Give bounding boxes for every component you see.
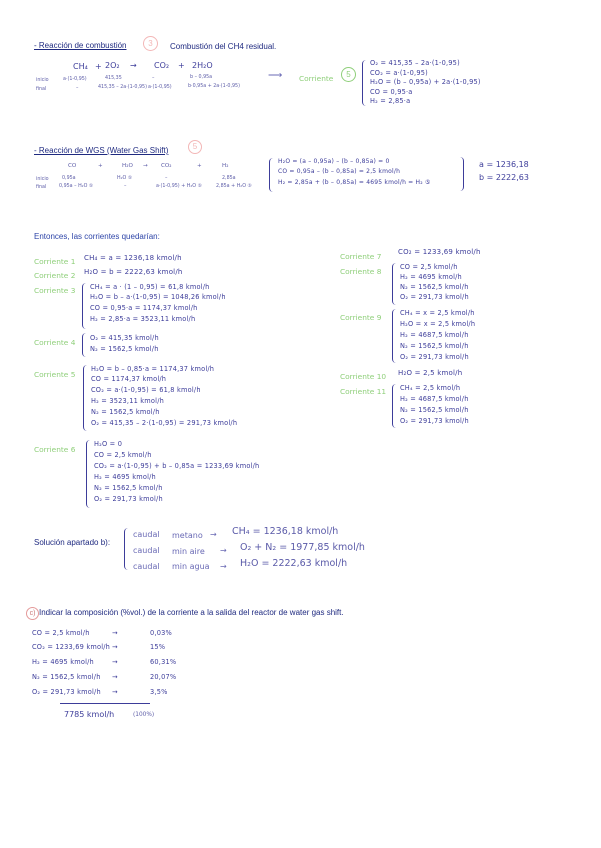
composition-arrow: → <box>112 658 118 666</box>
stream-6-value: CO₂ = a·(1-0,95) + b – 0,85a = 1233,69 kmol/h <box>94 462 260 470</box>
stream-4-label: Corriente 4 <box>34 338 76 347</box>
cell: 0,95a – H₂O ⑤ <box>59 184 94 189</box>
brace <box>82 283 86 329</box>
stream-3-value: CO = 0,95·a = 1174,37 kmol/h <box>90 304 198 312</box>
stream-11-value: CH₄ = 2,5 kmol/h <box>400 384 461 392</box>
stream-2-value: H₂O = b = 2222,63 kmol/h <box>84 268 183 276</box>
stream-3-value: H₂ = 2,85·a = 3523,11 kmol/h <box>90 315 196 323</box>
solution-b-title: Solución apartado b): <box>34 538 111 547</box>
solution-row-qty: caudal <box>133 562 160 571</box>
stream-6-value: N₂ = 1562,5 kmol/h <box>94 484 163 492</box>
stream-10-label: Corriente 10 <box>340 372 387 381</box>
brace <box>392 384 396 428</box>
eq-h2: H₂ <box>222 163 229 169</box>
combustion-subtitle: Combustión del CH4 residual. <box>170 42 277 51</box>
system-line: H₂O = (a – 0,95a) – (b – 0,85a) = 0 <box>278 158 390 165</box>
cell: a·(1-0,95) <box>148 85 172 90</box>
result-arrow: ⟶ <box>268 70 283 81</box>
solution-row-result: CH₄ = 1236,18 kmol/h <box>232 526 339 537</box>
stream-10-value: H₂O = 2,5 kmol/h <box>398 369 463 377</box>
stream-1-value: CH₄ = a = 1236,18 kmol/h <box>84 254 182 262</box>
composition-arrow: → <box>112 643 118 651</box>
composition-arrow: → <box>112 688 118 696</box>
eq-plus: + <box>197 163 202 169</box>
stream-9-value: O₂ = 291,73 kmol/h <box>400 353 469 361</box>
composition-species: CO = 2,5 kmol/h <box>32 629 90 637</box>
stream-7-value: CO₂ = 1233,69 kmol/h <box>398 248 481 256</box>
brace <box>86 440 90 508</box>
cell: 2,85a <box>222 176 236 181</box>
composition-species: N₂ = 1562,5 kmol/h <box>32 673 101 681</box>
cell: H₂O ⑤ <box>117 176 133 181</box>
eq-co: CO <box>68 163 77 169</box>
solution-b: b = 2222,63 <box>479 173 529 182</box>
composition-percent: 0,03% <box>150 629 172 637</box>
cell: – <box>152 76 155 81</box>
system-line: CO = 0,95a – (b – 0,85a) = 2,5 kmol/h <box>278 168 401 175</box>
eq-o2: 2O₂ <box>105 61 120 70</box>
cell: a·(1-0,95) + H₂O ⑤ <box>156 184 202 189</box>
stream-number-badge: 5 <box>341 67 356 82</box>
stream-11-label: Corriente 11 <box>340 387 387 396</box>
eq-h2o: 2H₂O <box>192 61 213 70</box>
stream-8-value: N₂ = 1562,5 kmol/h <box>400 283 469 291</box>
wgs-title: - Reacción de WGS (Water Gas Shift) <box>34 146 169 155</box>
stream-6-value: H₂O = 0 <box>94 440 123 448</box>
total-flow: 7785 kmol/h <box>64 710 115 719</box>
result-line: CO = 0,95·a <box>370 88 413 96</box>
system-line: H₂ = 2,85a + (b – 0,85a) = 4695 kmol/h = H₂ ⑤ <box>278 179 431 186</box>
cell: b·0,95a + 2a·(1-0,95) <box>188 84 240 89</box>
eq-co2: CO₂ <box>161 163 172 169</box>
eq-plus: + <box>95 62 102 71</box>
total-percent: (100%) <box>133 712 155 718</box>
brace <box>269 158 273 192</box>
stream-9-value: CH₄ = x = 2,5 kmol/h <box>400 309 475 317</box>
stream-5-value: CO = 1174,37 kmol/h <box>91 375 167 383</box>
solution-row-qty: caudal <box>133 546 160 555</box>
eq-h2o: H₂O <box>122 163 133 169</box>
result-line: H₂O = (b – 0,95a) + 2a·(1-0,95) <box>370 78 481 86</box>
eq-plus: + <box>178 61 185 70</box>
composition-species: H₂ = 4695 kmol/h <box>32 658 94 666</box>
eq-ch4: CH₄ <box>73 62 88 71</box>
cell: – <box>124 184 127 189</box>
cell: b – 0,95a <box>190 75 213 80</box>
stream-3-value: CH₄ = a · (1 – 0,95) = 61,8 kmol/h <box>90 283 210 291</box>
stream-5-value: O₂ = 415,35 – 2·(1-0,95) = 291,73 kmol/h <box>91 419 238 427</box>
stream-9-value: H₂O = x = 2,5 kmol/h <box>400 320 476 328</box>
stream-8-value: O₂ = 291,73 kmol/h <box>400 293 469 301</box>
brace <box>124 528 128 570</box>
stream-5-value: H₂ = 3523,11 kmol/h <box>91 397 164 405</box>
solution-row-arrow: → <box>220 562 227 571</box>
stream-5-value: N₂ = 1562,5 kmol/h <box>91 408 160 416</box>
stream-3-value: H₂O = b – a·(1-0,95) = 1048,26 kmol/h <box>90 293 226 301</box>
eq-arrow: → <box>143 163 148 169</box>
stream-11-value: H₂ = 4687,5 kmol/h <box>400 395 469 403</box>
stream-9-value: H₂ = 4687,5 kmol/h <box>400 331 469 339</box>
brace <box>362 60 366 106</box>
result-line: CO₂ = a·(1-0,95) <box>370 69 428 77</box>
composition-percent: 3,5% <box>150 688 168 696</box>
brace <box>83 365 87 431</box>
row-label-inicio: inicio <box>36 177 49 182</box>
question-c-title: Indicar la composición (%vol.) de la corriente a la salida del reactor de water gas shift. <box>39 608 344 617</box>
stream-6-value: CO = 2,5 kmol/h <box>94 451 152 459</box>
composition-arrow: → <box>112 673 118 681</box>
solution-a: a = 1236,18 <box>479 160 529 169</box>
result-line: O₂ = 415,35 – 2a·(1-0,95) <box>370 59 460 67</box>
stream-8-value: H₂ = 4695 kmol/h <box>400 273 462 281</box>
stream-9-label: Corriente 9 <box>340 313 382 322</box>
solution-row-result: O₂ + N₂ = 1977,85 kmol/h <box>240 542 365 553</box>
stream-6-value: H₂ = 4695 kmol/h <box>94 473 156 481</box>
row-label-inicio: inicio <box>36 78 49 83</box>
stream-4-value: N₂ = 1562,5 kmol/h <box>90 345 159 353</box>
cell: a·(1-0,95) <box>63 77 87 82</box>
solution-row-what: min agua <box>172 562 210 571</box>
stream-5-value: CO₂ = a·(1-0,95) = 61,8 kmol/h <box>91 386 201 394</box>
solution-row-what: metano <box>172 531 203 540</box>
brace <box>392 263 396 305</box>
stream-9-value: N₂ = 1562,5 kmol/h <box>400 342 469 350</box>
result-line: H₂ = 2,85·a <box>370 97 411 105</box>
step-number-badge: 5 <box>188 140 202 154</box>
row-label-final: final <box>36 87 47 92</box>
cell: 2,85a + H₂O ⑤ <box>216 184 252 189</box>
cell: – <box>76 86 79 91</box>
solution-row-what: min aire <box>172 547 205 556</box>
stream-2-label: Corriente 2 <box>34 271 76 280</box>
stream-11-value: N₂ = 1562,5 kmol/h <box>400 406 469 414</box>
composition-arrow: → <box>112 629 118 637</box>
stream-6-value: O₂ = 291,73 kmol/h <box>94 495 163 503</box>
composition-species: O₂ = 291,73 kmol/h <box>32 688 101 696</box>
cell: – <box>165 176 168 181</box>
composition-percent: 20,07% <box>150 673 177 681</box>
brace <box>460 157 464 191</box>
stream-6-label: Corriente 6 <box>34 445 76 454</box>
stream-5-value: H₂O = b – 0,85·a = 1174,37 kmol/h <box>91 365 215 373</box>
cell: 415,35 – 2a·(1-0,95) <box>98 85 147 90</box>
sum-line <box>60 703 150 704</box>
streams-intro: Entonces, las corrientes quedarían: <box>34 232 160 241</box>
cell: 415,35 <box>105 76 122 81</box>
solution-row-arrow: → <box>220 546 227 555</box>
stream-8-value: CO = 2,5 kmol/h <box>400 263 458 271</box>
stream-3-label: Corriente 3 <box>34 286 76 295</box>
solution-row-arrow: → <box>210 530 217 539</box>
row-label-final: final <box>36 185 47 190</box>
step-number-badge: 3 <box>143 36 158 51</box>
eq-co2: CO₂ <box>154 61 170 70</box>
solution-row-result: H₂O = 2222,63 kmol/h <box>240 558 348 569</box>
stream-1-label: Corriente 1 <box>34 257 76 266</box>
stream-5-label: Corriente 5 <box>34 370 76 379</box>
brace <box>392 309 396 363</box>
eq-plus: + <box>98 163 103 169</box>
question-letter-badge: c) <box>26 607 39 620</box>
solution-row-qty: caudal <box>133 530 160 539</box>
stream-7-label: Corriente 7 <box>340 252 382 261</box>
stream-label: Corriente <box>299 74 334 83</box>
stream-4-value: O₂ = 415,35 kmol/h <box>90 334 159 342</box>
stream-8-label: Corriente 8 <box>340 267 382 276</box>
cell: 0,95a <box>62 176 76 181</box>
composition-percent: 60,31% <box>150 658 177 666</box>
combustion-title: - Reacción de combustión <box>34 41 127 50</box>
stream-11-value: O₂ = 291,73 kmol/h <box>400 417 469 425</box>
eq-arrow: → <box>130 61 137 70</box>
brace <box>82 333 86 357</box>
composition-percent: 15% <box>150 643 166 651</box>
composition-species: CO₂ = 1233,69 kmol/h <box>32 643 111 651</box>
